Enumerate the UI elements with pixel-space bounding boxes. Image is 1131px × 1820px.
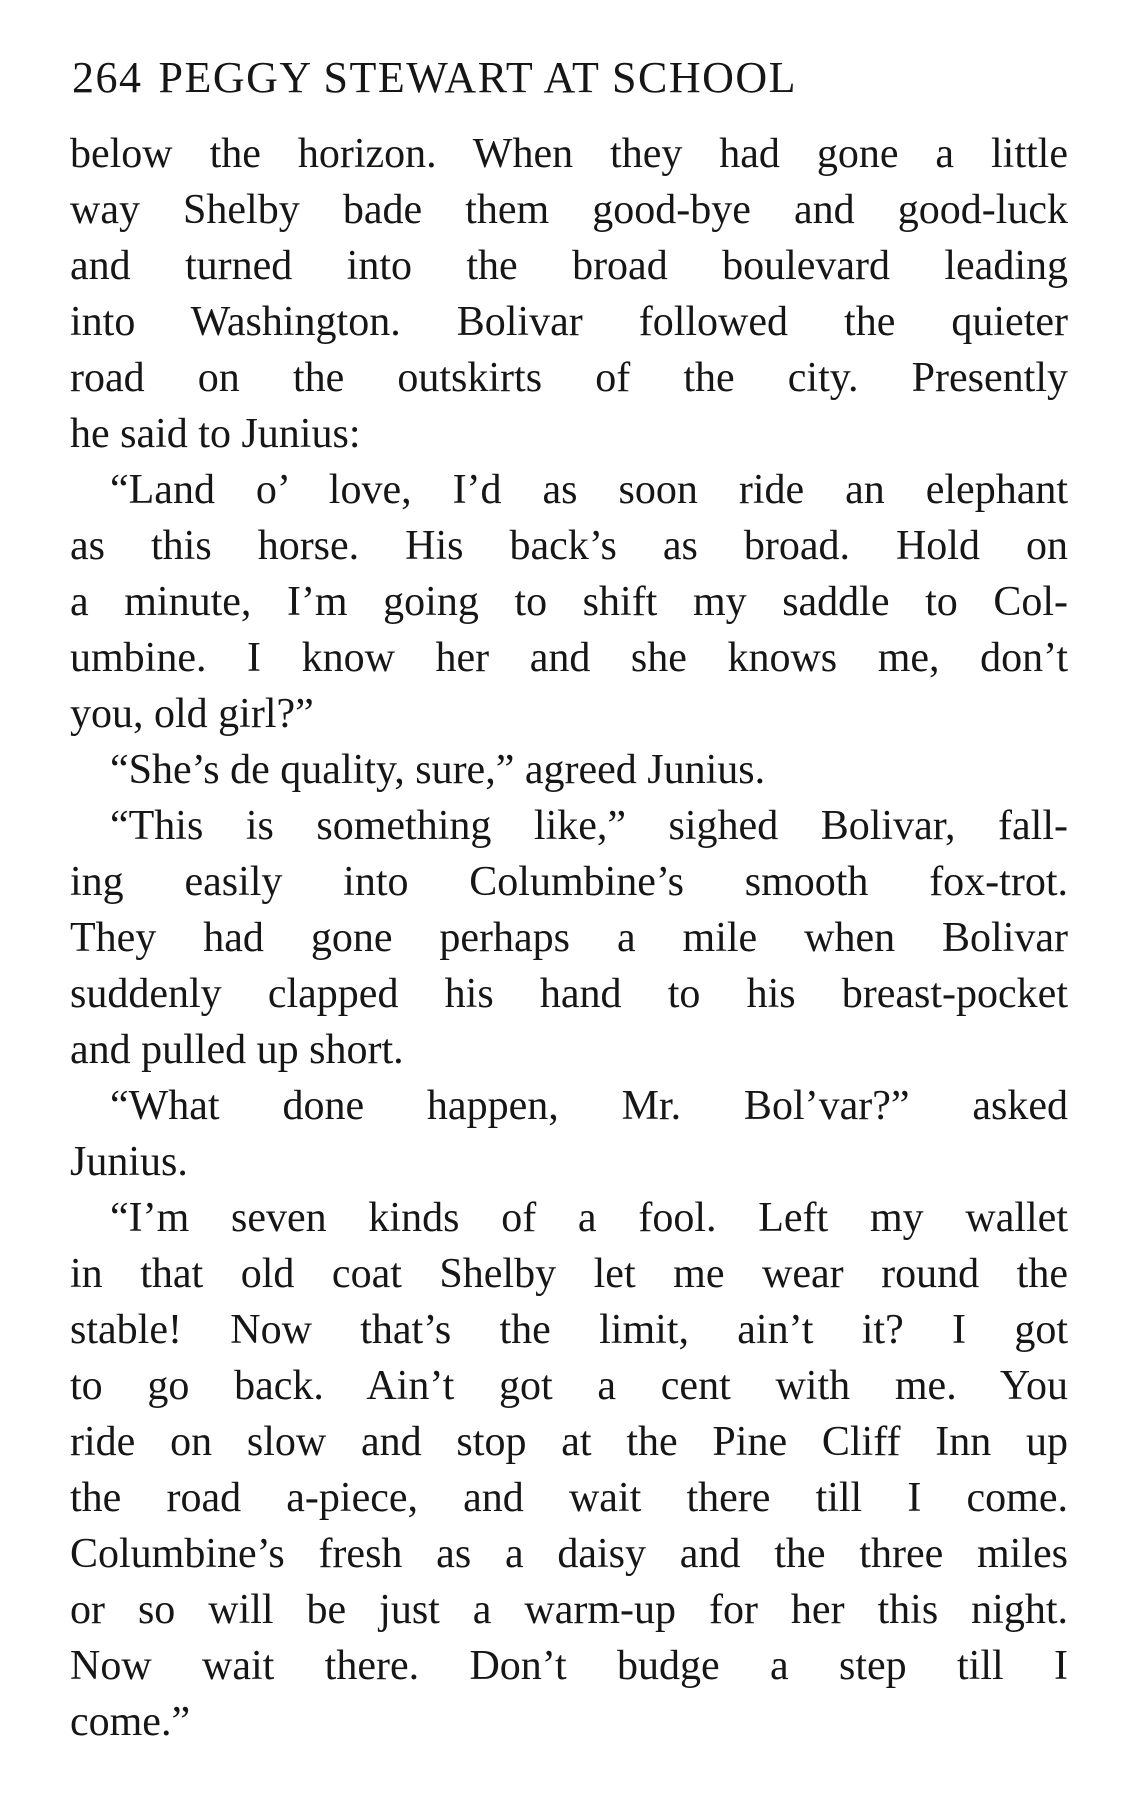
text-line: as this horse. His back’s as broad. Hold on xyxy=(70,523,1068,569)
text-line: “This is something like,” sighed Bolivar, fall- xyxy=(110,803,1068,849)
text-line: to go back. Ain’t got a cent with me. You xyxy=(70,1363,1068,1409)
text-line: “I’m seven kinds of a fool. Left my wallet xyxy=(110,1195,1068,1241)
text-line: “She’s de quality, sure,” agreed Junius. xyxy=(110,747,766,793)
book-page xyxy=(70,50,1068,1750)
text-line: suddenly clapped his hand to his breast-pocket xyxy=(70,971,1068,1017)
running-head xyxy=(72,50,1068,106)
text-line: They had gone perhaps a mile when Bolivar xyxy=(70,915,1068,961)
text-line: way Shelby bade them good-bye and good-luck xyxy=(70,187,1068,233)
text-line: come.” xyxy=(70,1699,191,1745)
text-line: below the horizon. When they had gone a little xyxy=(70,131,1068,177)
text-line: and pulled up short. xyxy=(70,1027,404,1073)
text-line: Now wait there. Don’t budge a step till I xyxy=(70,1643,1068,1689)
text-line: stable! Now that’s the limit, ain’t it? I got xyxy=(70,1307,1068,1353)
text-line: ing easily into Columbine’s smooth fox-trot. xyxy=(70,859,1068,905)
page-number: 264 xyxy=(72,53,143,102)
text-line: road on the outskirts of the city. Presently xyxy=(70,355,1068,401)
text-line: he said to Junius: xyxy=(70,411,361,457)
text-line: umbine. I know her and she knows me, don’t xyxy=(70,635,1068,681)
text-line: a minute, I’m going to shift my saddle to Col- xyxy=(70,579,1068,625)
text-line: the road a-piece, and wait there till I come. xyxy=(70,1475,1068,1521)
text-line: you, old girl?” xyxy=(70,691,314,737)
text-line: ride on slow and stop at the Pine Cliff Inn up xyxy=(70,1419,1068,1465)
text-line: Columbine’s fresh as a daisy and the three miles xyxy=(70,1531,1068,1577)
text-line: in that old coat Shelby let me wear round the xyxy=(70,1251,1068,1297)
text-line: and turned into the broad boulevard leading xyxy=(70,243,1068,289)
text-line: “What done happen, Mr. Bol’var?” asked xyxy=(110,1083,1068,1129)
running-title: PEGGY STEWART AT SCHOOL xyxy=(158,53,798,102)
text-line: Junius. xyxy=(70,1139,188,1185)
text-line: or so will be just a warm-up for her this night. xyxy=(70,1587,1068,1633)
body-text xyxy=(70,126,1068,1750)
text-line: “Land o’ love, I’d as soon ride an elephant xyxy=(110,467,1068,513)
text-line: into Washington. Bolivar followed the quieter xyxy=(70,299,1068,345)
